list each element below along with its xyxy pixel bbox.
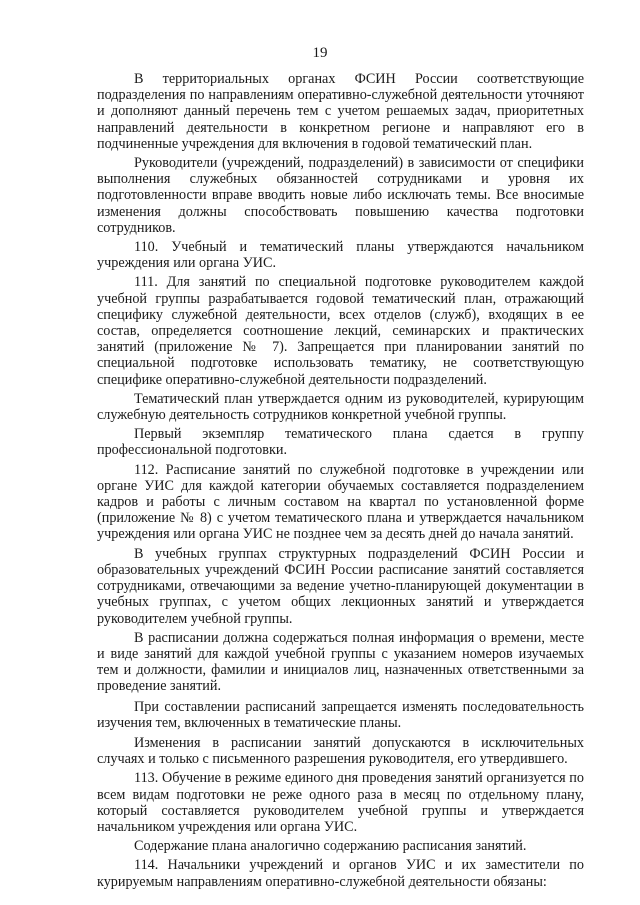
paragraph: 113. Обучение в режиме единого дня проведения занятий организуется по всем видам подготовки не реже одного раза в месяц по отдельному плану, который составляется руководителем учебной группы и утверждается начальником учреждения или органа УИС. (97, 770, 584, 835)
paragraph: Содержание плана аналогично содержанию расписания занятий. (134, 838, 527, 855)
paragraph: 112. Расписание занятий по служебной подготовке в учреждении или органе УИС для каждой категории обучаемых составляется подразделением кадров и работы с личным составом на квартал по установленной форме (приложение № 8) с учетом тематического плана и утверждается начальником учреждения или органа УИС не позднее чем за десять дней до начала занятий. (97, 461, 584, 543)
paragraph: В территориальных органах ФСИН России соответствующие подразделения по направлениям оперативно-служебной деятельности уточняют и дополняют данный перечень тем с учетом решаемых задач, приоритетных направлений деятельности в конкретном регионе и направляют его в подчиненные учреждения для включения в годовой тематический план. (97, 71, 584, 152)
paragraph: Руководители (учреждений, подразделений) в зависимости от специфики выполнения служебных обязанностей сотрудниками и уровня их подготовленности вправе вводить новые либо исключать темы. Все вносимые изменения должны способствовать повышению качества подготовки сотрудников. (97, 155, 584, 236)
paragraph: Первый экземпляр тематического плана сдается в группу профессиональной подготовки. (97, 426, 584, 459)
paragraph: В расписании должна содержаться полная информация о времени, месте и виде занятий для каждой учебной группы с указанием номеров изучаемых тем и должности, фамилии и инициалов лиц, назначенных ответственными за проведение занятий. (97, 629, 584, 695)
document-body (97, 71, 584, 893)
paragraph: При составлении расписаний запрещается изменять последовательность изучения тем, включенных в тематические планы. (97, 698, 584, 731)
paragraph: В учебных группах структурных подразделений ФСИН России и образовательных учреждений ФСИН России расписание занятий составляется сотрудниками, отвечающими за ведение учетно-планирующей документации в учебных группах, с учетом общих лекционных занятий и утверждается руководителем учебной группы. (97, 545, 584, 627)
paragraph: Изменения в расписании занятий допускаются в исключительных случаях и только с письменного разрешения руководителя, его утвердившего. (97, 734, 584, 768)
page-number: 19 (312, 45, 328, 61)
paragraph: Тематический план утверждается одним из руководителей, курирующим служебную деятельность сотрудников конкретной учебной группы. (97, 390, 584, 424)
paragraph: 111. Для занятий по специальной подготовке руководителем каждой учебной группы разрабатывается годовой тематический план, отражающий специфику служебной деятельности, всех отделов (служб), входящих в ее состав, определяется соотношение лекций, семинарских и практических занятий (приложение № 7). Запрещается при планировании занятий по специальной подготовке использовать тематику, не соответствующую специфике оперативно-служебной деятельности подразделений. (97, 274, 584, 388)
paragraph: 114. Начальники учреждений и органов УИС и их заместители по курируемым направлениям оперативно-служебной деятельности обязаны: (97, 857, 584, 890)
paragraph: 110. Учебный и тематический планы утверждаются начальником учреждения или органа УИС. (97, 239, 584, 272)
